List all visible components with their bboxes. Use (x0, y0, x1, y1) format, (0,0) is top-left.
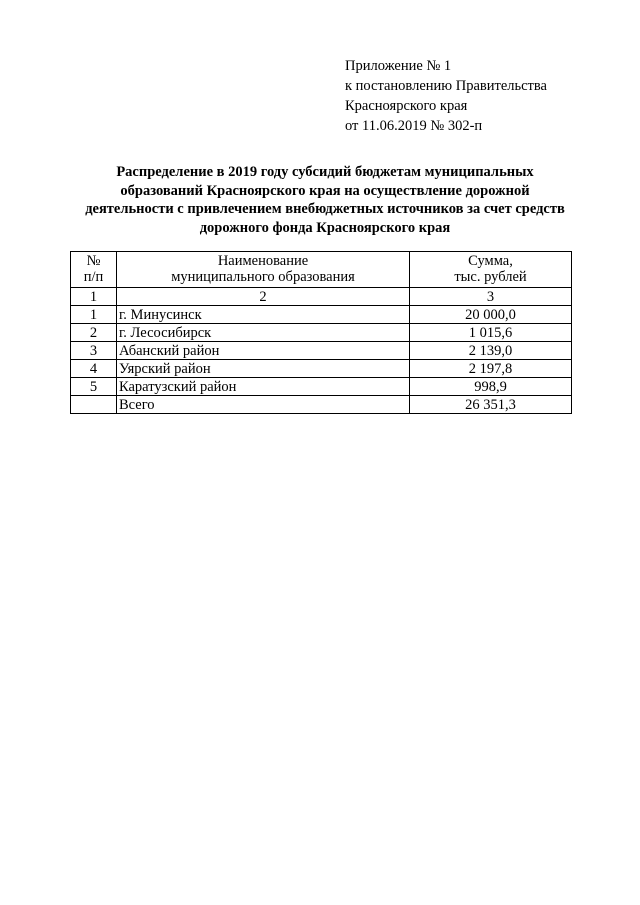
header-num-cell (71, 252, 117, 288)
header-name-label: Наименование (217, 253, 309, 269)
municipality-name: г. Минусинск (117, 306, 410, 324)
header-sum-label: Сумма, (468, 253, 513, 269)
header-sum-sublabel: тыс. рублей (454, 269, 527, 285)
municipality-name: г. Лесосибирск (117, 324, 410, 342)
municipality-name: Уярский район (117, 360, 410, 378)
appendix-date: от 11.06.2019 № 302-п (345, 118, 483, 134)
table-row (71, 342, 572, 360)
row-number: 2 (71, 324, 117, 342)
table-row (71, 324, 572, 342)
table-header-row (71, 252, 572, 288)
table-row (71, 360, 572, 378)
municipality-name: Абанский район (117, 342, 410, 360)
appendix-header (345, 56, 547, 136)
subsidy-amount: 1 015,6 (410, 324, 572, 342)
appendix-number: Приложение № 1 (345, 58, 452, 74)
title-line-4: дорожного фонда Красноярского края (199, 219, 451, 236)
municipality-name: Каратузский район (117, 378, 410, 396)
header-num-label: № (86, 253, 101, 269)
total-label: Всего (117, 396, 410, 414)
title-line-2: образований Красноярского края на осуществление дорожной (120, 182, 530, 199)
header-sum-cell (410, 252, 572, 288)
appendix-region: Красноярского края (345, 98, 468, 114)
subsidy-amount: 20 000,0 (410, 306, 572, 324)
row-number: 5 (71, 378, 117, 396)
subsidy-amount: 2 139,0 (410, 342, 572, 360)
table-row (71, 306, 572, 324)
total-number (71, 396, 117, 414)
total-amount: 26 351,3 (410, 396, 572, 414)
subsidy-amount: 998,9 (410, 378, 572, 396)
header-name-cell (117, 252, 410, 288)
appendix-decree-ref: к постановлению Правительства (345, 78, 547, 94)
title-line-1: Распределение в 2019 году субсидий бюджетам муниципальных (116, 164, 534, 180)
row-number: 4 (71, 360, 117, 378)
row-number: 3 (71, 342, 117, 360)
header-num-sublabel: п/п (83, 269, 104, 285)
document-title (60, 163, 590, 237)
title-line-3: деятельности с привлечением внебюджетных источников за счет средств (85, 201, 565, 217)
header-name-sublabel: муниципального образования (171, 269, 355, 285)
subsidy-amount: 2 197,8 (410, 360, 572, 378)
row-number: 1 (71, 306, 117, 324)
column-index-3: 3 (410, 288, 572, 306)
total-row (71, 396, 572, 414)
column-index-1: 1 (71, 288, 117, 306)
column-index-2: 2 (117, 288, 410, 306)
column-index-row (71, 288, 572, 306)
table-row (71, 378, 572, 396)
subsidy-distribution-table (70, 251, 572, 414)
